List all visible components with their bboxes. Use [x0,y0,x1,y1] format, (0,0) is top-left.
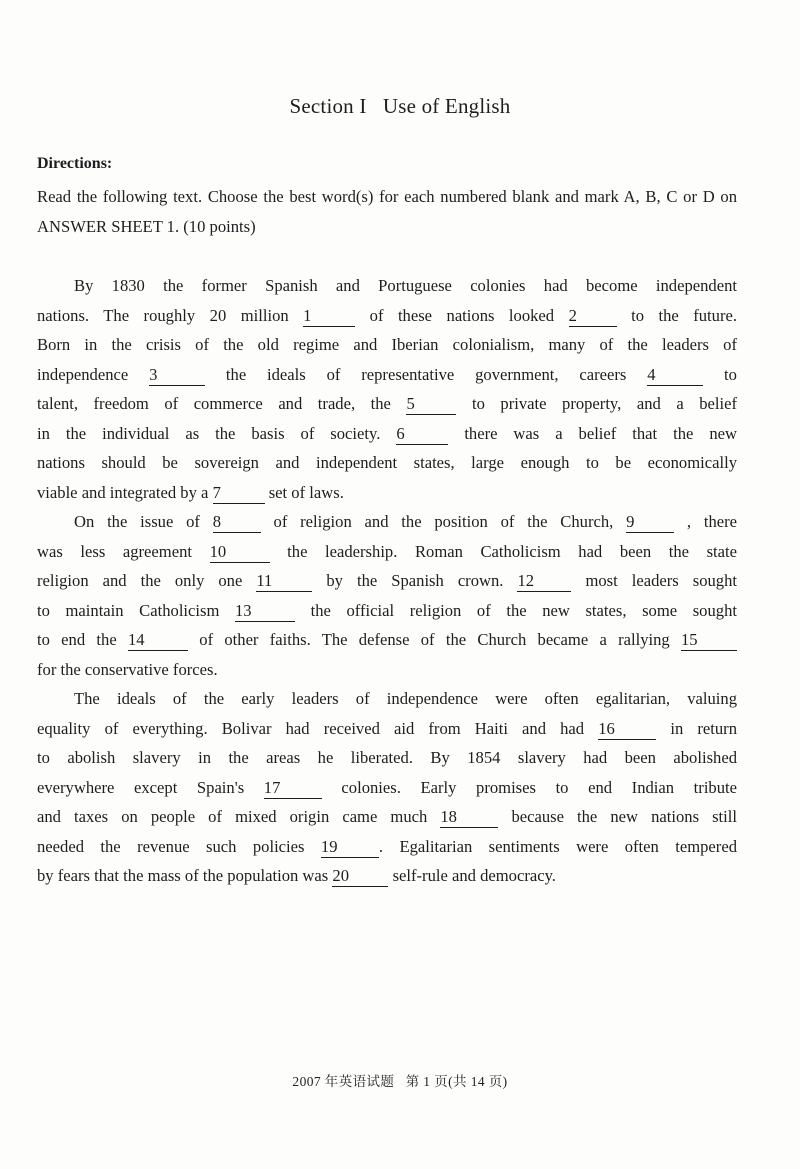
blank-8[interactable]: 8 [213,512,261,533]
passage-line [37,832,737,862]
blank-12[interactable]: 12 [517,571,571,592]
blank-6[interactable]: 6 [396,424,448,445]
passage-line [37,389,737,419]
passage-text: . Egalitarian sentiments were often tempered [378,836,737,856]
passage-text: for the conservative forces. [37,659,218,679]
blank-15[interactable]: 15 [681,630,737,651]
passage-text: by fears that the mass of the population was [37,866,329,885]
passage-text: colonies. Early promises to end Indian tribute [341,777,737,797]
passage-text: By 1830 the former Spanish and Portuguese colonies had become independent [74,276,737,295]
passage-text: nations. The roughly 20 million [37,305,289,325]
passage-text: nations should be sovereign and independent states, large enough to be economically [37,453,737,472]
passage-line [37,625,737,655]
passage-text: The ideals of the early leaders of independence were often egalitarian, valuing [74,689,737,708]
blank-19[interactable]: 19 [321,837,379,858]
blank-1[interactable]: 1 [303,306,355,327]
passage-text: everywhere except Spain's [37,777,245,797]
passage-line [37,478,737,508]
passage-text: the ideals of representative government, careers [225,364,627,384]
passage-text: to abolish slavery in the areas he liberated. By 1854 slavery had been abolished [37,748,737,767]
passage-line [37,271,737,301]
blank-4[interactable]: 4 [647,365,703,386]
passage-text: viable and integrated by a [37,482,209,502]
blank-10[interactable]: 10 [210,542,270,563]
passage-line [37,655,737,685]
blank-2[interactable]: 2 [569,306,617,327]
passage-line [37,448,737,478]
passage-text: to private property, and a belief [471,394,737,413]
passage-text: talent, freedom of commerce and trade, the [37,394,391,413]
blank-7[interactable]: 7 [213,483,265,504]
passage-text: there was a belief that the new [464,423,737,443]
passage-text: to [724,364,737,384]
passage-line [37,861,737,891]
passage-line [37,714,737,744]
passage-line [37,566,737,596]
passage-text: and taxes on people of mixed origin came much [37,807,428,826]
passage-text: equality of everything. Bolivar had received aid from Haiti and had [37,718,585,738]
passage-text: most leaders sought [585,571,737,590]
passage-text: in the individual as the basis of society. [37,423,381,443]
blank-17[interactable]: 17 [264,778,322,799]
passage-text: the official religion of the new states, some sought [310,600,737,620]
passage-text: in return [670,718,737,738]
passage-line [37,743,737,773]
blank-9[interactable]: 9 [626,512,674,533]
passage-line [37,507,737,537]
passage-line [37,596,737,626]
passage-line [37,330,737,360]
passage-text: Born in the crisis of the old regime and Iberian colonialism, many of the leaders of [37,335,737,354]
passage-line [37,802,737,832]
directions-label: Directions: [37,155,113,172]
passage-text: to the future. [631,305,737,325]
blank-13[interactable]: 13 [235,601,295,622]
directions-text: Read the following text. Choose the best word(s) for each numbered blank and mark A, B, C or D on ANSWER SHEET 1. (10 points) [37,187,737,236]
passage-text: was less agreement [37,541,192,561]
passage-line [37,301,737,331]
passage-line [37,537,737,567]
blank-3[interactable]: 3 [149,365,205,386]
passage [37,271,737,891]
passage-text: of these nations looked [369,305,555,325]
passage-text: self-rule and democracy. [392,866,556,885]
passage-text: to maintain Catholicism [37,600,220,620]
blank-18[interactable]: 18 [440,807,498,828]
passage-text: the leadership. Roman Catholicism had been the state [287,541,737,561]
passage-line [37,684,737,714]
blank-5[interactable]: 5 [406,394,456,415]
passage-text: religion and the only one [37,571,243,590]
passage-text: needed the revenue such policies [37,836,305,856]
passage-text: to end the [37,630,117,649]
passage-text: by the Spanish crown. [326,571,504,590]
passage-text: of other faiths. The defense of the Church became a rallying [199,630,670,649]
passage-line [37,773,737,803]
passage-text: independence [37,364,129,384]
passage-text: , there [686,512,737,531]
blank-11[interactable]: 11 [256,571,312,592]
passage-text: because the new nations still [511,807,737,826]
passage-text: of religion and the position of the Church, [273,512,614,531]
passage-text: On the issue of [74,512,200,531]
blank-16[interactable]: 16 [598,719,656,740]
section-title: Section I Use of English [289,94,511,118]
blank-20[interactable]: 20 [332,866,388,887]
blank-14[interactable]: 14 [128,630,188,651]
passage-text: set of laws. [268,482,344,502]
passage-line [37,360,737,390]
passage-line [37,419,737,449]
page-footer: 2007 年英语试题 第 1 页(共 14 页) [292,1074,508,1089]
